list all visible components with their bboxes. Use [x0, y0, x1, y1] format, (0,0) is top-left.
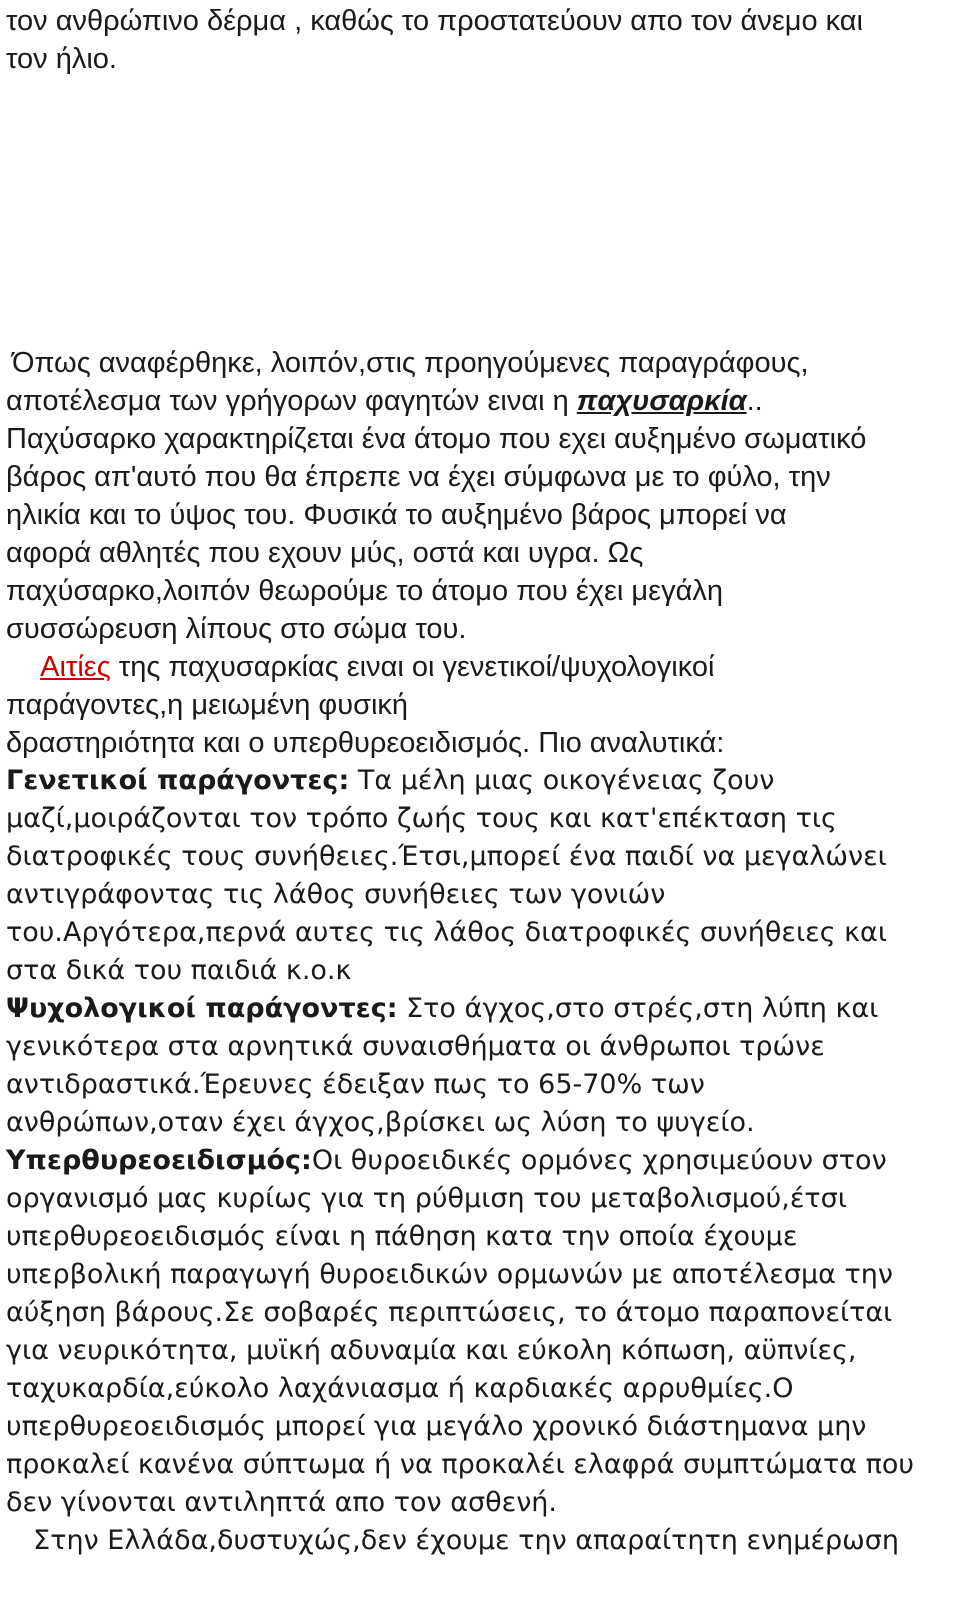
hyper-line-2: οργανισμό μας κυρίως για τη ρύθμιση του μεταβολισμού,έτσι [6, 1183, 847, 1214]
psych-line-1-text: Στο άγχος,στο στρές,στη λύπη και [397, 993, 879, 1024]
genetic-line-6: στα δικά του παιδιά κ.ο.κ [6, 955, 352, 986]
causes-link[interactable]: Αιτίες [40, 651, 111, 683]
psych-line-4: ανθρώπων,οταν έχει άγχος,βρίσκει ως λύση το ψυγείο. [6, 1107, 755, 1138]
causes-line-3: δραστηριότητα και ο υπερθυρεοειδισμός. Πιο αναλυτικά: [6, 727, 725, 759]
obesity-line-8: συσσώρευση λίπους στο σώμα του. [6, 613, 467, 645]
genetic-line-1-text: Τα μέλη μιας οικογένειας ζουν [349, 765, 775, 796]
greece-indent [6, 1525, 23, 1556]
causes-line-1-text: της παχυσαρκίας ειναι οι γενετικοί/ψυχολογικοί [110, 651, 715, 683]
obesity-line-2-end: .. [746, 385, 763, 417]
genetic-title: Γενετικοί παράγοντες: [6, 765, 350, 796]
psych-title: Ψυχολογικοί παράγοντες: [6, 993, 398, 1024]
obesity-line-1-text: Όπως αναφέρθηκε, λοιπόν,στις προηγούμενες παραγράφους, [12, 347, 809, 379]
genetic-line-3: διατροφικές τους συνήθειες.Έτσι,μπορεί ένα παιδί να μεγαλώνει [6, 841, 887, 872]
hyper-line-7: ταχυκαρδία,εύκολο λαχάνιασμα ή καρδιακές αρρυθμίες.Ο [6, 1373, 794, 1404]
obesity-line-2-text: αποτέλεσμα των γρήγορων φαγητών ειναι η [6, 385, 577, 417]
hyper-line-6: για νευρικότητα, μυϊκή αδυναμία και εύκολη κόπωση, αϋπνίες, [6, 1335, 857, 1366]
obesity-line-7: παχύσαρκο,λοιπόν θεωρούμε το άτομο που έχει μεγάλη [6, 575, 723, 607]
intro-line-2: τον ήλιο. [6, 43, 117, 75]
obesity-line-1 [6, 344, 809, 382]
genetic-line-1 [6, 762, 774, 800]
hyper-line-10: δεν γίνονται αντιληπτά απο τον ασθενή. [6, 1487, 557, 1518]
greece-line-1-text: Στην Ελλάδα,δυστυχώς,δεν έχουμε την απαραίτητη ενημέρωση [33, 1525, 900, 1556]
genetic-line-4: αντιγράφοντας τις λάθος συνήθειες των γονιών [6, 879, 666, 910]
psych-line-1 [6, 990, 878, 1028]
hyper-line-8: υπερθυρεοειδισμός μπορεί για μεγάλο χρονικό διάστημανα μην [6, 1411, 867, 1442]
intro-line-1: τον ανθρώπινο δέρμα , καθώς το προστατεύουν απο τον άνεμο και [6, 5, 864, 37]
genetic-line-5: του.Αργότερα,περνά αυτες τις λάθος διατροφικές συνήθειες και [6, 917, 887, 948]
obesity-line-6: αφορά αθλητές που εχουν μύς, οστά και υγρα. Ως [6, 537, 644, 569]
hyper-line-1 [6, 1142, 887, 1180]
obesity-line-3: Παχύσαρκο χαρακτηρίζεται ένα άτομο που εχει αυξημένο σωματικό [6, 423, 867, 455]
obesity-term: παχυσαρκία [576, 385, 747, 417]
psych-line-2: γενικότερα στα αρνητικά συναισθήματα οι άνθρωποι τρώνε [6, 1031, 825, 1062]
hyper-line-1-text: Οι θυροειδικές ορμόνες χρησιμεύουν στον [311, 1145, 887, 1176]
obesity-line-5: ηλικία και το ύψος του. Φυσικά το αυξημένο βάρος μπορεί να [6, 499, 787, 531]
causes-line-1 [6, 648, 714, 686]
hyper-line-3: υπερθυρεοειδισμός είναι η πάθηση κατα την οποία έχουμε [6, 1221, 798, 1252]
causes-indent [6, 651, 22, 683]
psych-line-3: αντιδραστικά.Έρευνες έδειξαν πως το 65-70% των [6, 1069, 705, 1100]
hyper-title: Υπερθυρεοειδισμός: [6, 1145, 312, 1176]
causes-line-2: παράγοντες,η μειωμένη φυσική [6, 689, 409, 721]
greece-line-1 [6, 1522, 899, 1560]
hyper-line-9: προκαλεί κανένα σύπτωμα ή να προκαλέι ελαφρά συμπτώματα που [6, 1449, 914, 1480]
genetic-line-2: μαζί,μοιράζονται τον τρόπο ζωής τους και κατ'επέκταση τις [6, 803, 837, 834]
hyper-line-4: υπερβολική παραγωγή θυροειδικών ορμωνών με αποτέλεσμα την [6, 1259, 893, 1290]
obesity-line-2 [6, 382, 763, 420]
obesity-line-4: βάρος απ'αυτό που θα έπρεπε να έχει σύμφωνα με το φύλο, την [6, 461, 831, 493]
hyper-line-5: αύξηση βάρους.Σε σοβαρές περιπτώσεις, το άτομο παραπονείται [6, 1297, 893, 1328]
